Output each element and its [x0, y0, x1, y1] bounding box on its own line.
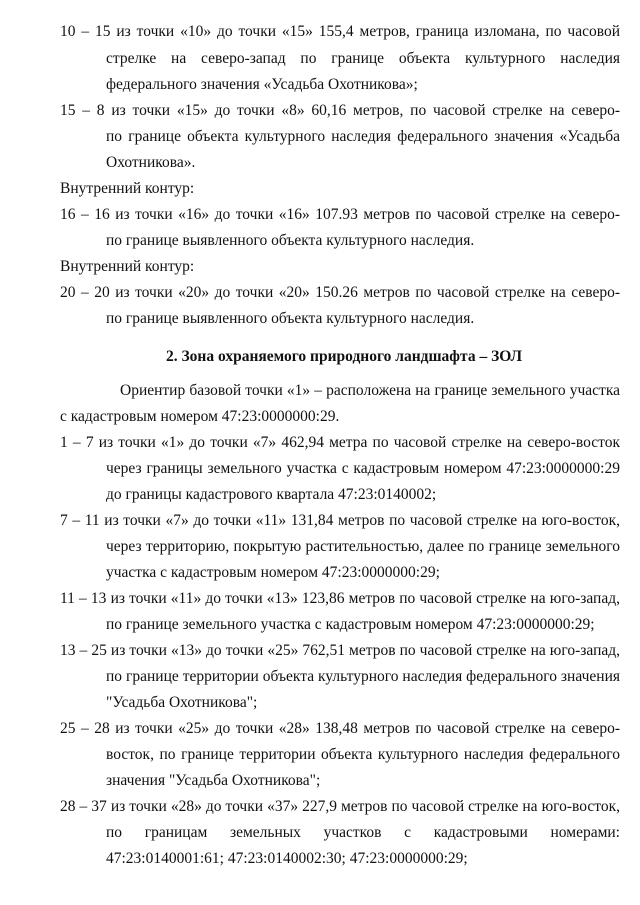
text-line: 20 – 20 из точки «20» до точки «20» 150.26 метров по часовой стрелке на северо-	[60, 284, 620, 301]
text-line: 10 – 15 из точки «10» до точки «15» 155,4 метров, граница изломана, по часовой	[60, 23, 620, 40]
text-line: 25 – 28 из точки «25» до точки «28» 138,48 метров по часовой стрелке на северо-	[60, 720, 620, 737]
text-line: через территорию, покрытую растительностью, далее по границе земельного	[106, 538, 620, 555]
text-line: по границе выявленного объекта культурного наследия.	[106, 310, 475, 327]
text-line: 7 – 11 из точки «7» до точки «11» 131,84 метров по часовой стрелке на юго-восток,	[60, 512, 620, 529]
text-line: "Усадьба Охотникова";	[106, 694, 258, 711]
text-line: по границе объекта культурного наследия федерального значения «Усадьба	[106, 128, 620, 145]
text-line: с кадастровым номером 47:23:0000000:29.	[60, 408, 340, 425]
text-line: федерального значения «Усадьба Охотникова»;	[106, 76, 418, 93]
text-line: 13 – 25 из точки «13» до точки «25» 762,51 метров по часовой стрелке на юго-запад,	[60, 642, 620, 659]
text-line: до границы кадастрового квартала 47:23:0140002;	[106, 486, 437, 503]
text-line: Внутренний контур:	[60, 258, 195, 275]
text-line: значения "Усадьба Охотникова";	[106, 772, 321, 789]
text-line: 1 – 7 из точки «1» до точки «7» 462,94 метра по часовой стрелке на северо-восток	[60, 434, 620, 451]
text-line: 16 – 16 из точки «16» до точки «16» 107.93 метров по часовой стрелке на северо-	[60, 206, 620, 223]
text-line: 28 – 37 из точки «28» до точки «37» 227,9 метров по часовой стрелке на юго-восток,	[60, 798, 620, 815]
text-line: Ориентир базовой точки «1» – расположена на границе земельного участка	[120, 382, 620, 399]
text-line: по границам земельных участков с кадастровыми номерами:	[106, 824, 620, 841]
text-line: стрелке на северо-запад по границе объекта культурного наследия	[106, 50, 620, 67]
text-line: восток, по границе территории объекта культурного наследия федерального	[106, 746, 620, 763]
text-line: по границе выявленного объекта культурного наследия.	[106, 232, 475, 249]
text-line: через границы земельного участка с кадастровым номером 47:23:0000000:29	[106, 460, 620, 477]
text-line: по границе земельного участка с кадастровым номером 47:23:0000000:29;	[106, 616, 595, 633]
text-line: 47:23:0140001:61; 47:23:0140002:30; 47:23:0000000:29;	[106, 850, 468, 867]
text-line: участка с кадастровым номером 47:23:0000000:29;	[106, 564, 440, 581]
text-line: Охотникова».	[106, 154, 196, 171]
text-line: Внутренний контур:	[60, 180, 195, 197]
text-line: по границе территории объекта культурного наследия федерального значения	[106, 668, 620, 685]
text-line: 11 – 13 из точки «11» до точки «13» 123,86 метров по часовой стрелке на юго-запад,	[60, 590, 620, 607]
text-line: 15 – 8 из точки «15» до точки «8» 60,16 метров, по часовой стрелке на северо-	[60, 102, 620, 119]
section-heading: 2. Зона охраняемого природного ландшафта – ЗОЛ	[166, 348, 523, 365]
